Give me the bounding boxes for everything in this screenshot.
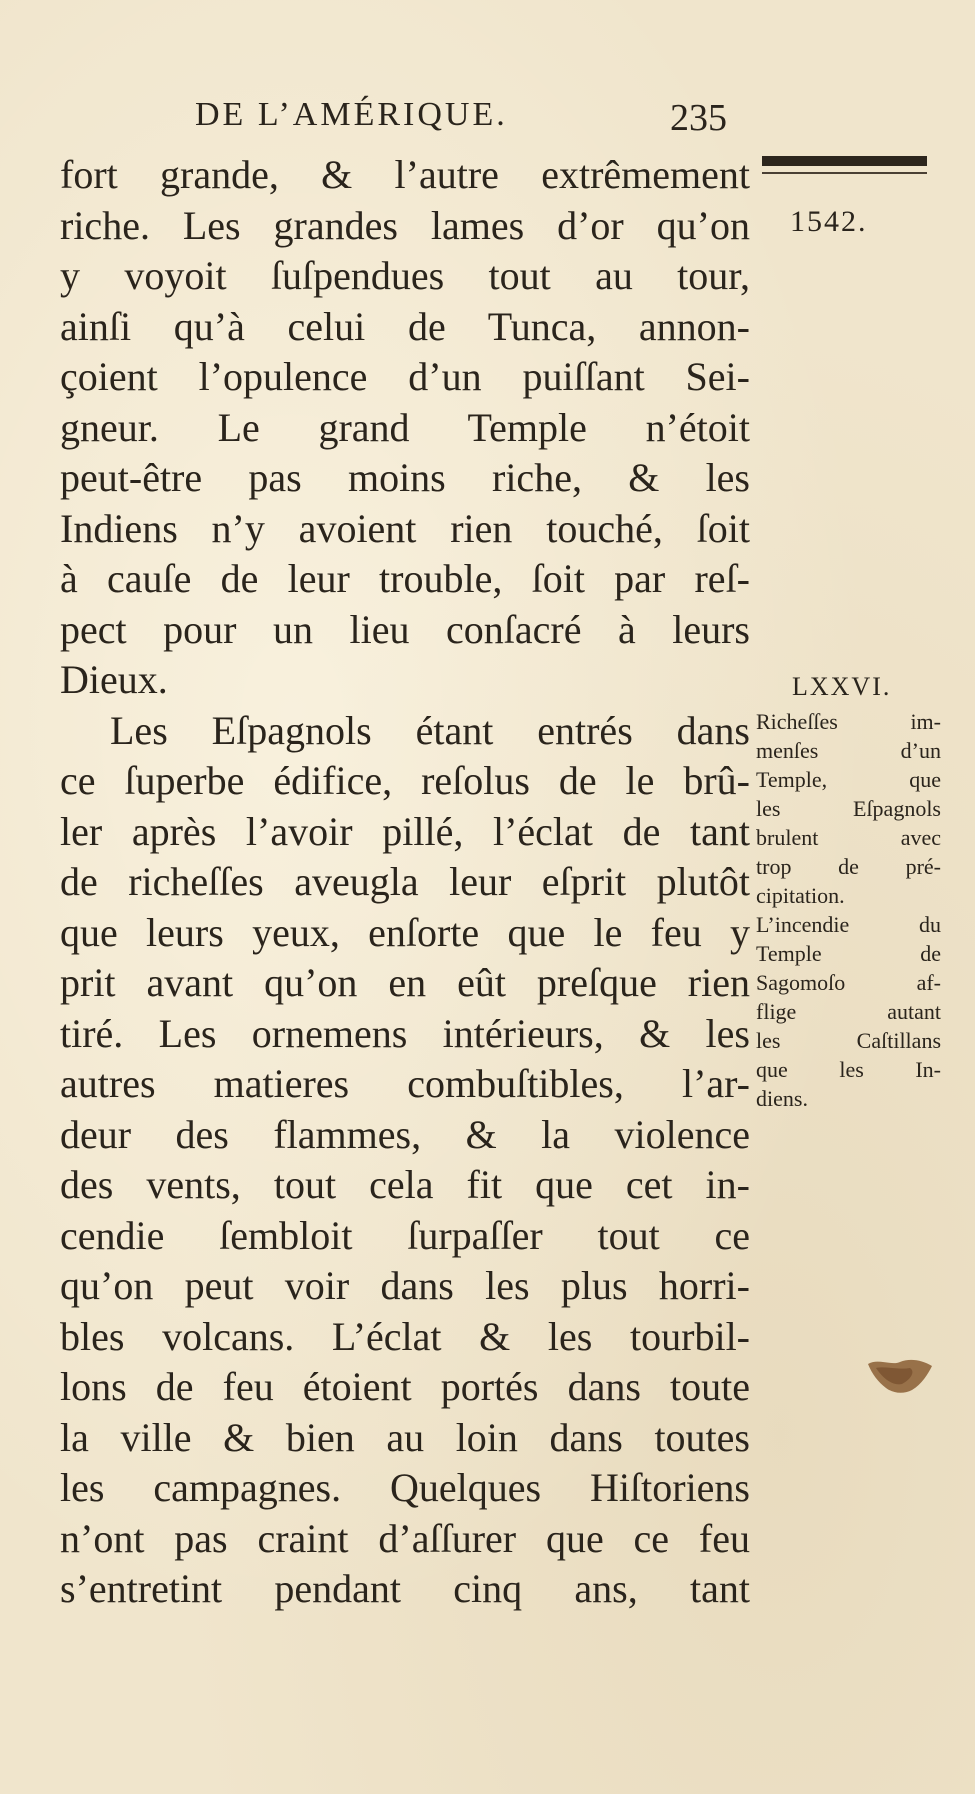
body-line: riche. Les grandes lames d’or qu’on <box>60 202 750 248</box>
marginal-note-line: Temple de <box>756 941 941 966</box>
body-line: bles volcans. L’éclat & les tourbil- <box>60 1313 750 1359</box>
body-line: deur des flammes, & la violence <box>60 1111 750 1157</box>
marginal-note-line: que les In- <box>756 1057 941 1082</box>
body-line: fort grande, & l’autre extrêmement <box>60 152 750 197</box>
body-line: gneur. Le grand Temple n’étoit <box>60 404 750 450</box>
body-line: peut-être pas moins riche, & les <box>60 455 750 500</box>
body-line: cendie ſembloit ſurpaſſer tout ce <box>60 1212 750 1258</box>
body-line: lons de feu étoient portés dans toute <box>60 1364 750 1409</box>
body-line: ler après l’avoir pillé, l’éclat de tant <box>60 808 750 854</box>
body-line: y voyoit ſuſpendues tout au tour, <box>60 253 750 298</box>
body-line: Dieux. <box>60 657 168 702</box>
body-line: les campagnes. Quelques Hiſtoriens <box>60 1465 750 1510</box>
marginal-note-line: les Caſtillans <box>756 1028 941 1053</box>
marginal-note-line: Temple, que <box>756 767 941 792</box>
marginal-rule-thin <box>762 172 927 174</box>
body-line: pect pour un lieu conſacré à leurs <box>60 606 750 652</box>
body-line: çoient l’opulence d’un puiſſant Sei- <box>60 354 750 399</box>
body-line: ainſi qu’à celui de Tunca, annon- <box>60 303 750 349</box>
marginal-note-number: LXXVI. <box>792 672 892 701</box>
body-line: des vents, tout cela fit que cet in- <box>60 1162 750 1207</box>
marginal-note <box>756 672 941 1113</box>
body-line: de richeſſes aveugla leur eſprit plutôt <box>60 859 750 904</box>
body-line: ce ſuperbe édifice, reſolus de le brû- <box>60 758 750 803</box>
marginal-note-line: cipitation. <box>756 883 845 908</box>
body-line: tiré. Les ornemens intérieurs, & les <box>60 1010 750 1056</box>
marginal-note-line: trop de pré- <box>756 854 941 879</box>
body-line: n’ont pas craint d’aſſurer que ce feu <box>60 1515 750 1561</box>
marginal-note-line: Richeſſes im- <box>756 709 941 734</box>
body-line: qu’on peut voir dans les plus horri- <box>60 1263 750 1308</box>
margin-year: 1542. <box>790 205 868 238</box>
body-line: s’entretint pendant cinq ans, tant <box>60 1566 750 1611</box>
page-number: 235 <box>670 97 727 139</box>
marginal-note-line: Sagomoſo af- <box>756 970 941 995</box>
body-line: Indiens n’y avoient rien touché, ſoit <box>60 505 750 551</box>
marginal-note-line: les Eſpagnols <box>756 796 941 821</box>
marginal-note-line: diens. <box>756 1086 808 1111</box>
marginal-note-line: menſes d’un <box>756 738 941 763</box>
paragraph-first-line: Les Eſpagnols étant entrés dans <box>110 707 750 753</box>
body-line: à cauſe de leur trouble, ſoit par reſ- <box>60 556 750 601</box>
body-line: la ville & bien au loin dans toutes <box>60 1414 750 1460</box>
body-text <box>60 150 760 1615</box>
marginal-note-line: L’incendie du <box>756 912 941 937</box>
running-head: DE L’AMÉRIQUE. <box>195 96 508 133</box>
body-line: que leurs yeux, enſorte que le feu y <box>60 909 750 955</box>
marginal-rule-thick <box>762 156 927 166</box>
body-line: autres matieres combuſtibles, l’ar- <box>60 1061 750 1106</box>
paper-stain <box>864 1356 936 1396</box>
marginal-note-line: brulent avec <box>756 825 941 850</box>
body-line: prit avant qu’on en eût preſque rien <box>60 960 750 1005</box>
marginal-note-line: flige autant <box>756 999 941 1024</box>
